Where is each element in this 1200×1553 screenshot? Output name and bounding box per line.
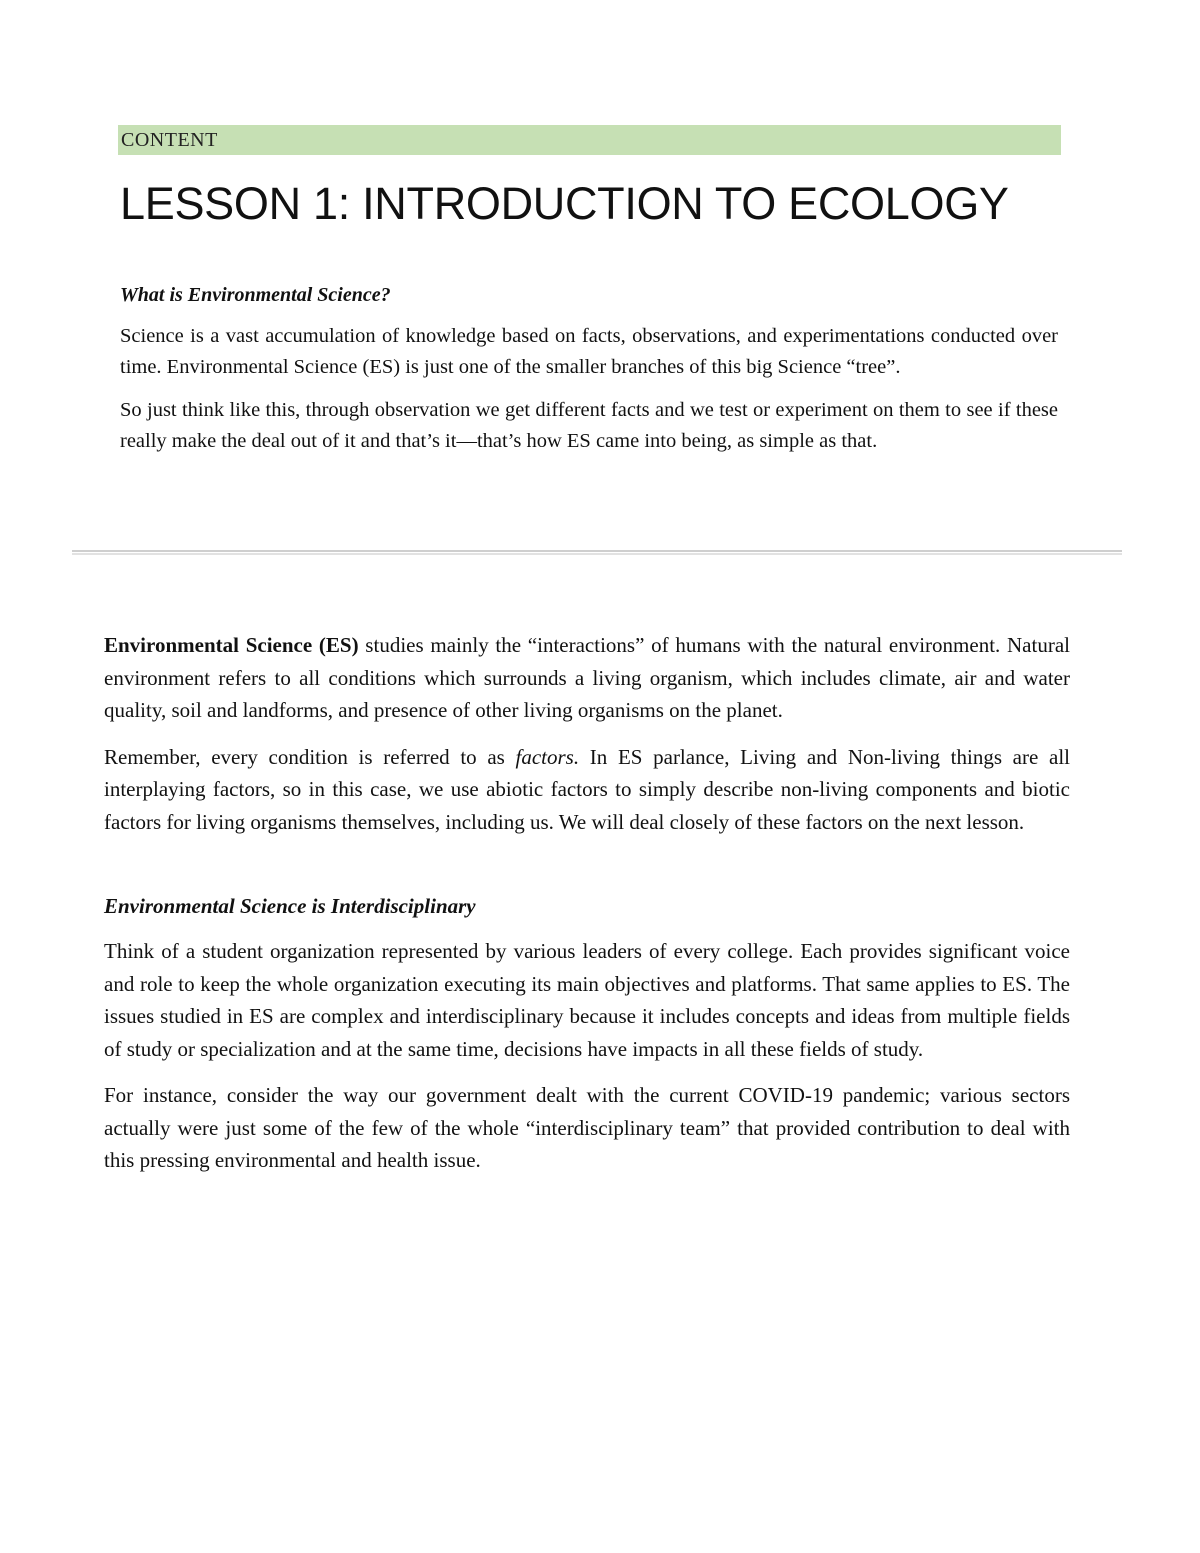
page-header-area — [0, 0, 1200, 552]
section-spacer — [104, 852, 1070, 894]
factors-text-before: Remember, every condition is referred to as — [104, 744, 516, 769]
intro-paragraph-2: So just think like this, through observation we get different facts and we test or experiment on them to see if these really make the deal out of it and that’s it—that’s how ES came into being, as simple as that. — [120, 399, 1058, 452]
page-divider — [72, 550, 1122, 555]
interdisciplinary-paragraph-1: Think of a student organization represented by various leaders of every college. Each provides significant voice and role to keep the whole organization executing its main objectives and platforms. That same applies to ES. The issues studied in ES are complex and interdisciplinary because it includes concepts and ideas from multiple fields of study or specialization and at the same time, decisions have impacts in all these fields of study. — [104, 939, 1070, 1061]
section-heading-interdisciplinary: Environmental Science is Interdisciplinary — [104, 894, 476, 918]
factors-text-after: In ES parlance, Living and Non-living things are all interplaying factors, so in this case, we use abiotic factors to simply describe non-living components and biotic factors for living organisms themselves, including us. We will deal closely of these factors on the next lesson. — [104, 744, 1070, 834]
lesson-title: LESSON 1: INTRODUCTION TO ECOLOGY — [120, 178, 1009, 229]
es-definition-paragraph — [104, 629, 1070, 727]
section-heading-what-is-es: What is Environmental Science? — [120, 284, 391, 306]
content-banner — [118, 125, 1061, 155]
intro-section — [120, 284, 1058, 469]
es-definition-text: studies mainly the “interactions” of humans with the natural environment. Natural environment refers to all conditions which surrounds a living organism, which includes climate, air and water quality, soil and landforms, and presence of other living organisms on the planet. — [104, 633, 1070, 722]
factors-paragraph — [104, 741, 1070, 839]
factors-term-italic: factors. — [515, 744, 580, 769]
content-banner-label: CONTENT — [121, 129, 218, 151]
body-section — [104, 629, 1070, 1191]
interdisciplinary-paragraph-2: For instance, consider the way our government dealt with the current COVID-19 pandemic; various sectors actually were just some of the few of the whole “interdisciplinary team” that provided contribution to deal with this pressing environmental and health issue. — [104, 1083, 1070, 1172]
es-term-bold: Environmental Science (ES) — [104, 633, 359, 657]
intro-paragraph-1: Science is a vast accumulation of knowledge based on facts, observations, and experimentations conducted over time. Environmental Science (ES) is just one of the smaller branches of this big Science “tree”. — [120, 325, 1058, 378]
